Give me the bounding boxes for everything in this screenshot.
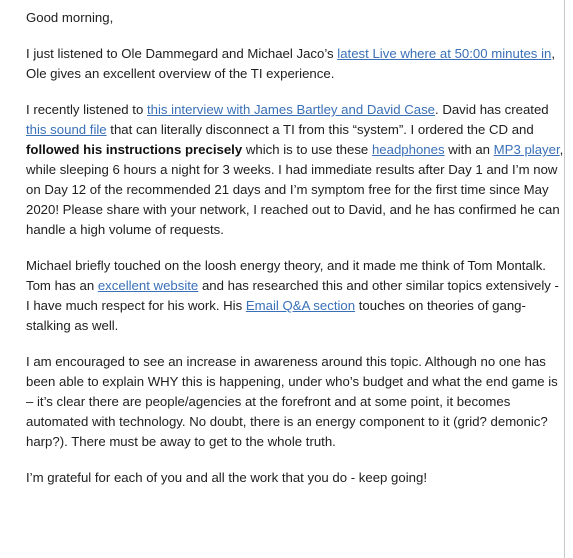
p2-bold-instructions: followed his instructions precisely <box>26 142 243 157</box>
excellent-website-link[interactable]: excellent website <box>97 278 199 293</box>
p3-text-2: and has researched this and other similar topics extensively - I have much respect for his work. His <box>26 278 559 313</box>
interview-link[interactable]: this interview with James Bartley and David Case <box>146 102 435 117</box>
p2-text-2: . David has created <box>435 102 549 117</box>
latest-live-link[interactable]: latest Live where at 50:00 minutes in <box>337 46 552 61</box>
p2-text-1: I recently listened to <box>26 102 147 117</box>
p2-text-4: which is to use these <box>242 142 372 157</box>
p3-text-1: Michael briefly touched on the loosh energy theory, and it made me think of Tom Montalk. Tom has an <box>26 258 546 293</box>
paragraph-5 <box>26 468 564 488</box>
paragraph-3 <box>26 256 564 336</box>
mp3-player-link[interactable]: MP3 player <box>493 142 560 157</box>
p4-text: I am encouraged to see an increase in awareness around this topic. Although no one has been able to explain WHY this is happening, under who’s budget and what the end game is – it’s clear there are people/agencies at the forefront and at some point, it becomes automated with technology. No doubt, there is an energy component to it (grid? demonic? harp?). There must be away to get to the whole truth. <box>26 354 558 449</box>
p2-text-3: that can literally disconnect a TI from this “system”. I ordered the CD and <box>106 122 534 137</box>
p2-text-6: , while sleeping 6 hours a night for 3 weeks. I had immediate results after Day 1 and I’m now on Day 12 of the recommended 21 days and I’m symptom free for the first time since May 2020! Please share with your network, I reached out to David, and he has confirmed he can handle a high volume of requests. <box>26 142 564 237</box>
paragraph-2 <box>26 100 564 240</box>
paragraph-1 <box>26 44 564 84</box>
p2-text-5: with an <box>444 142 494 157</box>
headphones-link[interactable]: headphones <box>371 142 445 157</box>
sound-file-link[interactable]: this sound file <box>26 122 107 137</box>
p3-text-3: touches on theories of gang-stalking as well. <box>26 298 526 333</box>
email-body <box>26 8 564 504</box>
greeting-paragraph <box>26 8 564 28</box>
greeting-text: Good morning, <box>26 10 114 25</box>
paragraph-4 <box>26 352 564 452</box>
p5-text: I’m grateful for each of you and all the work that you do - keep going! <box>26 470 427 485</box>
email-qa-section-link[interactable]: Email Q&A section <box>245 298 356 313</box>
p1-text-2: , Ole gives an excellent overview of the TI experience. <box>26 46 556 81</box>
p1-text-1: I just listened to Ole Dammegard and Michael Jaco’s <box>26 46 338 61</box>
